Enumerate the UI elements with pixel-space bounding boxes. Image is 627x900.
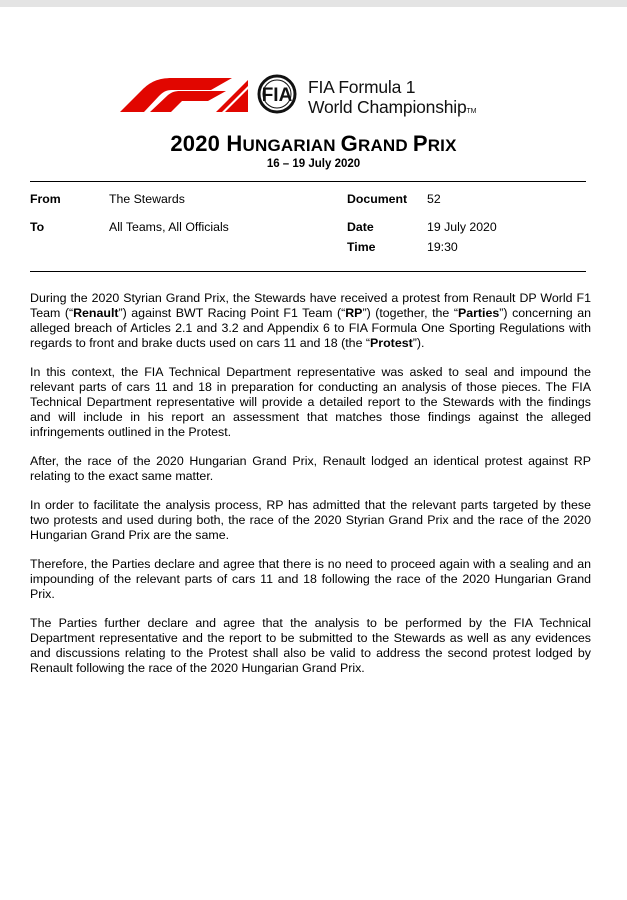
- p1-bold-rp: RP: [345, 306, 363, 320]
- time-label: Time: [347, 240, 376, 254]
- header-rule-top: [30, 181, 586, 182]
- paragraph-3: After, the race of the 2020 Hungarian Grand Prix, Renault lodged an identical protest against RP relating to the exact same matter.: [30, 454, 591, 483]
- brand-line-2: [308, 97, 476, 122]
- date-label: Date: [347, 220, 374, 234]
- paragraph-6: The Parties further declare and agree that the analysis to be performed by the FIA Technical Department representative and the report to be submitted to the Stewards as well as any evidences and discussions relating to the Protest shall also be valid to address the second protest lodged by Renault following the race of the 2020 Hungarian Grand Prix.: [30, 616, 591, 675]
- title-part: RAND: [357, 136, 413, 155]
- from-value: The Stewards: [109, 192, 185, 206]
- paragraph-5: Therefore, the Parties declare and agree that there is no need to proceed again with a sealing and an impounding of the relevant parts of cars 11 and 18 following the race of the 2020 Hungarian Grand Prix.: [30, 557, 591, 601]
- title-part: UNGARIAN: [242, 136, 341, 155]
- p1-text: ”) against BWT Racing Point F1 Team (“: [118, 306, 346, 320]
- fia-badge-icon: [251, 74, 303, 114]
- p1-text: ”) (together, the “: [362, 306, 458, 320]
- p1-text: During the 2020 Styrian Grand Prix, the Stewards have received a protest from Renault DP World F1 Team (“: [30, 291, 591, 320]
- brand-line-2-text: World Championship: [308, 97, 467, 117]
- date-value: 19 July 2020: [427, 220, 497, 234]
- top-scan-bar: [0, 0, 627, 7]
- p1-bold-parties: Parties: [457, 306, 500, 320]
- paragraph-4: In order to facilitate the analysis process, RP has admitted that the relevant parts targeted by these two protests and used during both, the race of the 2020 Styrian Grand Prix and the race of the 2020 Hungarian Grand Prix are the same.: [30, 498, 591, 542]
- p1-bold-renault: Renault: [73, 306, 119, 320]
- brand-text: [308, 77, 476, 122]
- header-rule-bottom: [30, 271, 586, 272]
- to-value: All Teams, All Officials: [109, 220, 229, 234]
- p1-text: ”).: [412, 336, 425, 350]
- paragraph-2: In this context, the FIA Technical Department representative was asked to seal and impound the relevant parts of cars 11 and 18 in preparation for conducting an analysis of those pieces. The FIA Technical Department representative will provide a detailed report to the Stewards with the findings and will include in his report an assessment that matches those findings against the alleged infringements outlined in the Protest.: [30, 365, 591, 439]
- brand-line-1: FIA Formula 1: [308, 77, 416, 97]
- p1-bold-protest: Protest: [370, 336, 413, 350]
- title-part: P: [412, 131, 428, 156]
- fia-f1-logo: [120, 74, 510, 118]
- document-body: [30, 291, 591, 690]
- f1-logo-icon: [120, 78, 248, 112]
- document-value: 52: [427, 192, 441, 206]
- page-title: [0, 131, 627, 157]
- from-label: From: [30, 192, 61, 206]
- title-part: G: [340, 131, 358, 156]
- trademark: TM: [466, 108, 477, 115]
- title-part: RIX: [427, 136, 457, 155]
- document-label: Document: [347, 192, 408, 206]
- to-label: To: [30, 220, 45, 234]
- fia-badge-text: FIA: [261, 85, 293, 106]
- paragraph-1: [30, 291, 591, 351]
- event-dates: 16 – 19 July 2020: [266, 158, 361, 170]
- p1-text: ”) concerning an alleged breach of Articles 2.1 and 3.2 and Appendix 6 to FIA Formula One Sporting Regulations with regards to front and brake ducts used on cars 11 and 18 (the “: [30, 306, 591, 350]
- time-value: 19:30: [427, 240, 458, 254]
- title-part: 2020 H: [170, 131, 243, 156]
